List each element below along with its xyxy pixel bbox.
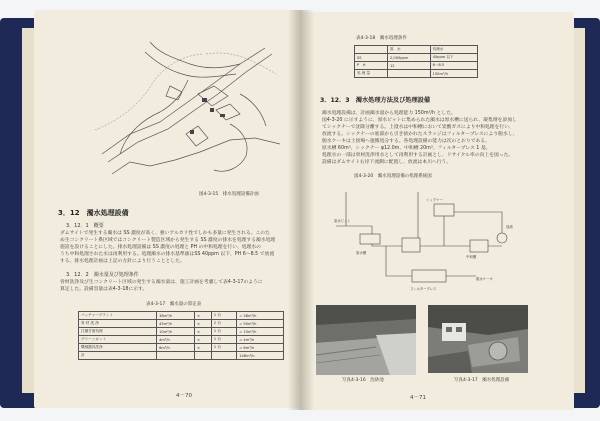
paragraph-line: 処理水の一部は骨材洗浄用水として再利用する計画とし、リサイクル率の向上を図った。 — [322, 153, 514, 158]
table-cell: 処 理 量 — [355, 70, 388, 78]
table-cell: 1 台 — [211, 344, 236, 352]
flow-label-thickener: シックナー — [426, 198, 443, 202]
paragraph-line: 施設を設けることにした。排水処理設備は SS 濃度の処理と PH の中和処理を行い、処理水の — [60, 245, 261, 250]
photo-2-caption: 写真4-3-17 濁水処理設備 — [454, 378, 510, 383]
table-cell: = 38m³/h — [237, 312, 284, 320]
table-cell: × — [195, 320, 212, 328]
table-cell: バッチャープラント — [79, 312, 157, 320]
table-cell: 1 台 — [211, 328, 236, 336]
table-cell: 2 台 — [211, 320, 236, 328]
flow-label-cake: 脱水ケーキ — [476, 277, 493, 281]
paragraph-line: 濁水処理設備は、計画濁水量から処理能力 150m³/h とした。 — [322, 111, 456, 116]
table-row — [355, 70, 478, 78]
treatment-flow-diagram — [326, 182, 526, 308]
table-row — [79, 320, 284, 328]
paragraph-line: 原水槽 60m³、シックナー φ12.0m、中和槽 20m³、フィルタープレス 1 基。 — [322, 146, 491, 151]
subsection-flow: 3．12．2 濁水量及び処理条件 — [66, 272, 139, 278]
table-cell: 40ppm 以下 — [430, 54, 477, 62]
paragraph-line: 設備はダムサイト右岸下流側に配置し、放流は本川へ行う。 — [322, 160, 452, 165]
flow-label-filter-press: フィルタープレス — [410, 287, 437, 291]
paragraph-line: てシックナーで沈降分離する。上澄水は中和槽において炭酸ガスにより中和処理を行い、 — [322, 125, 514, 130]
table-cell: 12 — [387, 62, 430, 70]
table-caption: 表4-3-17 濁水量の算定表 — [146, 302, 202, 307]
table-title: 表4-3-18 濁水処理条件 — [356, 36, 407, 41]
table-row — [79, 336, 284, 344]
page-number-right: 4－71 — [410, 395, 426, 401]
flow-label-raw-pit: 原水ピット — [334, 219, 351, 223]
paragraph-line: 脱水ケーキは土捨場へ運搬処分する。各処理設備の能力は次のとおりである。 — [322, 139, 490, 144]
paragraph-line: 算定した。設備容量は表4-3-18に示す。 — [60, 287, 148, 292]
site-plan-map — [90, 34, 286, 188]
table-cell: 1 台 — [211, 336, 236, 344]
table-cell: 45m³/h — [157, 320, 195, 328]
table-cell: 1 台 — [211, 312, 236, 320]
treatment-conditions-table — [354, 45, 478, 78]
paragraph-line: する。排水処理計画は上記の方針により行うこととした。 — [60, 259, 185, 264]
table-cell: 計 — [79, 352, 157, 360]
table-cell: = 10m³/h — [237, 328, 284, 336]
table-cell: SS — [355, 54, 388, 62]
table-row — [79, 328, 284, 336]
table-row — [355, 54, 478, 62]
book-gutter-shadow — [288, 10, 314, 410]
table-cell: 38m³/h — [157, 312, 195, 320]
table-cell: 2,000ppm — [387, 54, 430, 62]
section-heading-right: 3．12．3 濁水処理方法及び処理設備 — [320, 97, 431, 104]
table-cell — [211, 352, 236, 360]
table-cell: 原 水 — [387, 46, 430, 54]
paragraph-line: め生コンクリート系区域ではコンクリート製造区域から発生する SS 濃度の排水を処理する濁水処理 — [60, 238, 276, 243]
table-cell: × — [195, 336, 212, 344]
table-cell: 機械器具洗浄 — [79, 344, 157, 352]
subsection-overview: 3．12．1 概要 — [66, 223, 104, 229]
page-number-left: 4－70 — [176, 393, 192, 399]
table-cell: × — [195, 328, 212, 336]
table-row — [79, 344, 284, 352]
table-cell: 6m³/h — [157, 344, 195, 352]
table-cell: × — [195, 312, 212, 320]
table-cell — [355, 46, 388, 54]
flow-label-raw-tank: 原水槽 — [356, 251, 367, 255]
table-row — [355, 46, 478, 54]
table-cell: 4m³/h — [157, 336, 195, 344]
table-cell: 打継ぎ面処理 — [79, 328, 157, 336]
paragraph-line: 骨材洗浄及び生コンクリート区域の発生する濁水量は、施工計画を考慮して表4-3-17のように — [60, 280, 263, 285]
table-cell: 10m³/h — [157, 328, 195, 336]
left-page — [34, 10, 302, 408]
flow-diagram-caption: 図4-3-20 濁水処理設備の処理系統図 — [354, 174, 432, 179]
flow-label-neutralizer: 中和槽 — [466, 255, 477, 259]
map-caption: 図4-3-15 排水処理設備計画 — [199, 192, 259, 197]
table-cell: = 6m³/h — [237, 344, 284, 352]
photo-1-caption: 写真4-3-16 沈砂池 — [342, 378, 384, 383]
flow-label-discharge: 放流 — [506, 225, 513, 229]
table-cell: × — [195, 344, 212, 352]
table-cell: グリーンカット — [79, 336, 157, 344]
photo-settling-basin — [316, 305, 416, 375]
table-row — [79, 352, 284, 360]
paragraph-line: 放流する。シックナーの底部から引き抜かれたスラッジはフィルタープレスにより脱水し、 — [322, 132, 518, 137]
table-cell — [387, 70, 430, 78]
table-cell: 処理水 — [430, 46, 477, 54]
table-cell: = 4m³/h — [237, 336, 284, 344]
paragraph-line: ダムサイトで発生する濁水は SS 濃度が高く、強いアルカリ性でしかも多量に発生される。このた — [60, 231, 270, 236]
paragraph-line: うち中和処理された水は再利用する。処理濁水の排水基準値はSS 40ppm 以下、PH 6～8.5 で放流 — [60, 252, 275, 257]
table-cell: 150m³/h — [430, 70, 477, 78]
table-cell — [157, 352, 195, 360]
right-page — [300, 12, 574, 410]
water-volume-table — [78, 311, 284, 360]
table-cell: 6～8.5 — [430, 62, 477, 70]
table-cell: 骨 材 洗 浄 — [79, 320, 157, 328]
table-row — [355, 62, 478, 70]
paragraph-line: 図4-3-20 に示すように、原水ピットに集められた濁水は原水槽に送られ、凝集剤を添加し — [322, 118, 517, 123]
table-cell: P H — [355, 62, 388, 70]
photo-treatment-facility — [428, 305, 528, 373]
table-cell: = 90m³/h — [237, 320, 284, 328]
table-cell: 148m³/h — [237, 352, 284, 360]
section-heading-left: 3．12 濁水処理設備 — [58, 209, 129, 217]
table-row — [79, 312, 284, 320]
table-cell — [195, 352, 212, 360]
